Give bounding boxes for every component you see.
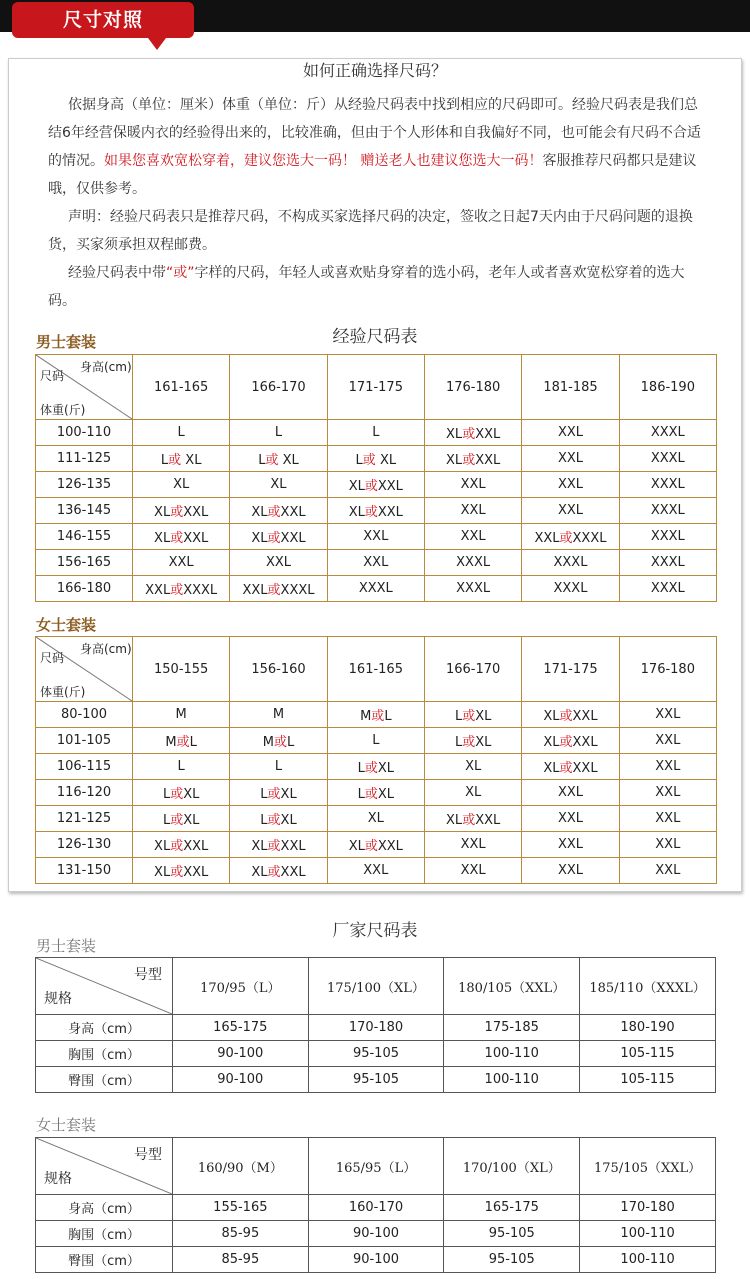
- size-cell: XXL: [619, 728, 716, 754]
- or-marker: 或: [559, 761, 573, 776]
- size-cell: XXXL: [619, 446, 716, 472]
- spec-name-cell: 臀围（cm）: [36, 1247, 173, 1273]
- table-row: [36, 576, 717, 602]
- model-label: 号型: [134, 1147, 162, 1163]
- model-label: 号型: [134, 967, 162, 983]
- height-range-header: 161-165: [133, 355, 230, 420]
- size-cell: XL或XXL: [522, 754, 619, 780]
- weight-range-cell: 126-130: [36, 832, 133, 858]
- weight-range-cell: 131-150: [36, 858, 133, 884]
- corner-header-cell: [36, 637, 133, 702]
- model-header: 185/110（XXXL）: [580, 958, 716, 1015]
- spec-value-cell: 90-100: [308, 1247, 444, 1273]
- size-cell: L: [230, 754, 327, 780]
- or-marker: 或: [364, 787, 378, 802]
- or-note-text: 经验尺码表中带: [68, 265, 166, 281]
- height-range-header: 181-185: [522, 355, 619, 420]
- or-marker: 或: [267, 531, 281, 546]
- or-marker: 或: [170, 531, 184, 546]
- or-marker: 或: [170, 813, 184, 828]
- or-marker: 或: [170, 839, 184, 854]
- size-cell: M或L: [230, 728, 327, 754]
- corner-header-cell: [36, 355, 133, 420]
- corner-header-cell: [36, 958, 173, 1015]
- size-cell: XXL: [522, 858, 619, 884]
- intro-warning: 如果您喜欢宽松穿着，建议您选大一码！ 赠送老人也建议您选大一码！: [104, 153, 543, 169]
- factory-women-table: [35, 1137, 716, 1273]
- size-cell: XXL: [522, 498, 619, 524]
- spec-value-cell: 100-110: [444, 1041, 580, 1067]
- or-note-highlight: “或”: [166, 265, 195, 281]
- size-cell: XXL: [619, 858, 716, 884]
- size-cell: XXXL: [619, 498, 716, 524]
- spec-value-cell: 85-95: [173, 1221, 309, 1247]
- spec-value-cell: 100-110: [444, 1067, 580, 1093]
- table-row: [36, 858, 717, 884]
- size-cell: XXL: [522, 780, 619, 806]
- or-marker: 或: [371, 709, 385, 724]
- size-cell: L或XL: [327, 780, 424, 806]
- or-marker: 或: [364, 761, 378, 776]
- size-cell: XL: [424, 780, 521, 806]
- or-marker: 或: [462, 453, 476, 468]
- factory-men-label: 男士套装: [36, 937, 97, 955]
- intro-paragraph: [48, 91, 708, 203]
- size-cell: XL或XXL: [424, 420, 521, 446]
- height-unit-label: 身高(cm): [80, 360, 132, 374]
- table-row: [36, 832, 717, 858]
- size-label: 尺码: [40, 651, 65, 665]
- table-row: [36, 420, 717, 446]
- or-marker: 或: [364, 479, 378, 494]
- or-note-paragraph: [48, 259, 708, 315]
- size-cell: XL或XXL: [230, 524, 327, 550]
- size-cell: L或XL: [230, 780, 327, 806]
- size-cell: XXL: [522, 420, 619, 446]
- size-cell: XXL: [522, 832, 619, 858]
- size-cell: XXL: [619, 832, 716, 858]
- or-marker: 或: [176, 735, 190, 750]
- spec-name-cell: 身高（cm）: [36, 1015, 173, 1041]
- model-header: 160/90（M）: [173, 1138, 309, 1195]
- size-chart-banner: 尺寸对照: [12, 2, 194, 38]
- weight-range-cell: 80-100: [36, 702, 133, 728]
- corner-header-cell: [36, 1138, 173, 1195]
- size-cell: L: [133, 420, 230, 446]
- size-cell: XXL: [327, 524, 424, 550]
- or-marker: 或: [462, 427, 476, 442]
- women-section-label: 女士套装: [36, 616, 97, 634]
- spec-value-cell: 105-115: [580, 1041, 716, 1067]
- size-label: 尺码: [40, 369, 65, 383]
- size-cell: L或XL: [133, 806, 230, 832]
- statement-text: 声明：经验尺码表只是推荐尺码，不构成买家选择尺码的决定，签收之日起7天内由于尺码问题的退换货，买家须承担双程邮费。: [48, 209, 693, 253]
- table-row: [36, 754, 717, 780]
- weight-range-cell: 100-110: [36, 420, 133, 446]
- weight-range-cell: 111-125: [36, 446, 133, 472]
- size-cell: XXL或XXXL: [133, 576, 230, 602]
- size-cell: XXXL: [522, 576, 619, 602]
- intro-text-end: 客服推荐尺码都只是建议哦，仅供参考。: [48, 153, 697, 197]
- or-marker: 或: [559, 735, 573, 750]
- table-row: [36, 1195, 716, 1221]
- height-range-header: 186-190: [619, 355, 716, 420]
- weight-unit-label: 体重(斤): [40, 685, 86, 699]
- table-row: [36, 1247, 716, 1273]
- size-cell: XL或XXL: [424, 806, 521, 832]
- size-cell: L或XL: [327, 754, 424, 780]
- spec-value-cell: 180-190: [580, 1015, 716, 1041]
- size-cell: L或XL: [133, 780, 230, 806]
- size-cell: XXXL: [424, 576, 521, 602]
- size-cell: XL或XXL: [133, 524, 230, 550]
- model-header: 165/95（L）: [308, 1138, 444, 1195]
- size-cell: XXXL: [424, 550, 521, 576]
- size-cell: XXXL: [327, 576, 424, 602]
- header-row: [36, 958, 716, 1015]
- guide-title: 如何正确选择尺码？: [302, 61, 447, 80]
- or-marker: 或: [170, 505, 184, 520]
- table-row: [36, 524, 717, 550]
- size-cell: XL或XXL: [327, 472, 424, 498]
- size-cell: XL: [424, 754, 521, 780]
- size-cell: M: [133, 702, 230, 728]
- spec-name-cell: 身高（cm）: [36, 1195, 173, 1221]
- table-row: [36, 446, 717, 472]
- size-cell: XXL: [619, 780, 716, 806]
- spec-value-cell: 105-115: [580, 1067, 716, 1093]
- height-range-header: 150-155: [133, 637, 230, 702]
- or-marker: 或: [273, 735, 287, 750]
- size-cell: L或 XL: [327, 446, 424, 472]
- men-experience-table: [35, 354, 717, 602]
- spec-label: 规格: [44, 1171, 72, 1187]
- height-range-header: 176-180: [424, 355, 521, 420]
- size-cell: XXL: [522, 806, 619, 832]
- size-cell: XL或XXL: [522, 702, 619, 728]
- spec-name-cell: 臀围（cm）: [36, 1067, 173, 1093]
- or-marker: 或: [362, 453, 376, 468]
- or-marker: 或: [267, 839, 281, 854]
- size-cell: XXL: [619, 702, 716, 728]
- model-header: 175/105（XXL）: [580, 1138, 716, 1195]
- model-header: 170/100（XL）: [444, 1138, 580, 1195]
- spec-value-cell: 95-105: [444, 1247, 580, 1273]
- height-range-header: 156-160: [230, 637, 327, 702]
- size-cell: XL或XXL: [327, 498, 424, 524]
- size-cell: XXXL: [619, 576, 716, 602]
- size-cell: M或L: [133, 728, 230, 754]
- size-cell: M: [230, 702, 327, 728]
- spec-label: 规格: [44, 991, 72, 1007]
- size-cell: L或 XL: [133, 446, 230, 472]
- table-row: [36, 806, 717, 832]
- size-cell: XXL或XXXL: [230, 576, 327, 602]
- size-cell: XL或XXL: [133, 832, 230, 858]
- size-cell: L: [133, 754, 230, 780]
- spec-value-cell: 95-105: [444, 1221, 580, 1247]
- or-marker: 或: [559, 709, 573, 724]
- size-cell: XXL: [424, 472, 521, 498]
- weight-range-cell: 116-120: [36, 780, 133, 806]
- size-cell: L或 XL: [230, 446, 327, 472]
- size-cell: XXL或XXXL: [522, 524, 619, 550]
- or-note-text-end: 字样的尺码，年轻人或喜欢贴身穿着的选小码，老年人或者喜欢宽松穿着的选大码。: [48, 265, 685, 309]
- size-cell: XL或XXL: [133, 498, 230, 524]
- or-marker: 或: [267, 813, 281, 828]
- weight-range-cell: 136-145: [36, 498, 133, 524]
- weight-range-cell: 146-155: [36, 524, 133, 550]
- header-row: [36, 355, 717, 420]
- spec-value-cell: 90-100: [173, 1067, 309, 1093]
- height-range-header: 176-180: [619, 637, 716, 702]
- size-cell: L: [327, 420, 424, 446]
- weight-range-cell: 156-165: [36, 550, 133, 576]
- spec-value-cell: 160-170: [308, 1195, 444, 1221]
- spec-value-cell: 170-180: [308, 1015, 444, 1041]
- table-row: [36, 498, 717, 524]
- size-cell: XXL: [230, 550, 327, 576]
- spec-value-cell: 85-95: [173, 1247, 309, 1273]
- spec-value-cell: 95-105: [308, 1067, 444, 1093]
- table-row: [36, 1067, 716, 1093]
- or-marker: 或: [267, 865, 281, 880]
- weight-range-cell: 101-105: [36, 728, 133, 754]
- spec-value-cell: 165-175: [444, 1195, 580, 1221]
- spec-value-cell: 175-185: [444, 1015, 580, 1041]
- model-header: 175/100（XL）: [308, 958, 444, 1015]
- height-range-header: 171-175: [327, 355, 424, 420]
- or-marker: 或: [462, 709, 476, 724]
- height-range-header: 166-170: [424, 637, 521, 702]
- size-cell: XXL: [424, 524, 521, 550]
- size-cell: M或L: [327, 702, 424, 728]
- size-cell: XL或XXL: [230, 832, 327, 858]
- table-row: [36, 1221, 716, 1247]
- weight-range-cell: 121-125: [36, 806, 133, 832]
- height-range-header: 166-170: [230, 355, 327, 420]
- size-cell: XXL: [133, 550, 230, 576]
- height-range-header: 161-165: [327, 637, 424, 702]
- size-cell: XXL: [424, 498, 521, 524]
- size-cell: XL或XXL: [230, 498, 327, 524]
- size-cell: XL或XXL: [424, 446, 521, 472]
- size-cell: L: [327, 728, 424, 754]
- spec-value-cell: 90-100: [173, 1041, 309, 1067]
- or-marker: 或: [559, 531, 573, 546]
- size-cell: XXL: [424, 858, 521, 884]
- size-cell: XXL: [522, 472, 619, 498]
- table-row: [36, 728, 717, 754]
- or-marker: 或: [267, 787, 281, 802]
- men-section-label: 男士套装: [36, 333, 97, 351]
- size-cell: L: [230, 420, 327, 446]
- size-cell: XXL: [619, 806, 716, 832]
- factory-table-title: 厂家尺码表: [332, 921, 418, 941]
- or-marker: 或: [267, 505, 281, 520]
- or-marker: 或: [267, 583, 281, 598]
- table-row: [36, 1041, 716, 1067]
- spec-name-cell: 胸围（cm）: [36, 1041, 173, 1067]
- table-row: [36, 1015, 716, 1041]
- spec-value-cell: 165-175: [173, 1015, 309, 1041]
- or-marker: 或: [462, 813, 476, 828]
- spec-name-cell: 胸围（cm）: [36, 1221, 173, 1247]
- size-cell: XXL: [619, 754, 716, 780]
- or-marker: 或: [462, 735, 476, 750]
- or-marker: 或: [170, 583, 184, 598]
- factory-women-label: 女士套装: [36, 1116, 97, 1134]
- table-row: [36, 472, 717, 498]
- or-marker: 或: [364, 839, 378, 854]
- factory-men-table: [35, 957, 716, 1093]
- size-cell: XL: [230, 472, 327, 498]
- size-cell: XXXL: [619, 524, 716, 550]
- experience-table-title: 经验尺码表: [332, 327, 418, 347]
- intro-text: 依据身高（单位：厘米）体重（单位：斤）从经验尺码表中找到相应的尺码即可。经验尺码表是我们总结6年经营保暖内衣的经验得出来的，比较准确，但由于个人形体和自我偏好不同，也可能会有尺码不合适的情况。: [48, 97, 701, 169]
- size-cell: XL或XXL: [522, 728, 619, 754]
- height-unit-label: 身高(cm): [80, 642, 132, 656]
- size-cell: XL或XXL: [133, 858, 230, 884]
- weight-range-cell: 166-180: [36, 576, 133, 602]
- header-row: [36, 637, 717, 702]
- spec-value-cell: 95-105: [308, 1041, 444, 1067]
- spec-value-cell: 100-110: [580, 1247, 716, 1273]
- spec-value-cell: 170-180: [580, 1195, 716, 1221]
- size-cell: XL或XXL: [230, 858, 327, 884]
- header-row: [36, 1138, 716, 1195]
- weight-range-cell: 106-115: [36, 754, 133, 780]
- model-header: 170/95（L）: [173, 958, 309, 1015]
- or-marker: 或: [170, 865, 184, 880]
- size-cell: XXL: [327, 858, 424, 884]
- size-cell: XL: [133, 472, 230, 498]
- size-cell: L或XL: [230, 806, 327, 832]
- weight-unit-label: 体重(斤): [40, 403, 86, 417]
- height-range-header: 171-175: [522, 637, 619, 702]
- size-cell: XL或XXL: [327, 832, 424, 858]
- spec-value-cell: 155-165: [173, 1195, 309, 1221]
- size-cell: XL: [327, 806, 424, 832]
- table-row: [36, 780, 717, 806]
- table-row: [36, 550, 717, 576]
- size-cell: L或XL: [424, 702, 521, 728]
- women-experience-table: [35, 636, 717, 884]
- size-cell: L或XL: [424, 728, 521, 754]
- or-marker: 或: [168, 453, 182, 468]
- weight-range-cell: 126-135: [36, 472, 133, 498]
- or-marker: 或: [364, 505, 378, 520]
- statement-paragraph: [48, 203, 708, 259]
- size-cell: XXL: [522, 446, 619, 472]
- size-cell: XXL: [327, 550, 424, 576]
- model-header: 180/105（XXL）: [444, 958, 580, 1015]
- size-cell: XXXL: [619, 472, 716, 498]
- spec-value-cell: 90-100: [308, 1221, 444, 1247]
- spec-value-cell: 100-110: [580, 1221, 716, 1247]
- size-cell: XXXL: [522, 550, 619, 576]
- size-cell: XXL: [424, 832, 521, 858]
- size-cell: XXXL: [619, 550, 716, 576]
- table-row: [36, 702, 717, 728]
- size-cell: XXXL: [619, 420, 716, 446]
- or-marker: 或: [265, 453, 279, 468]
- or-marker: 或: [170, 787, 184, 802]
